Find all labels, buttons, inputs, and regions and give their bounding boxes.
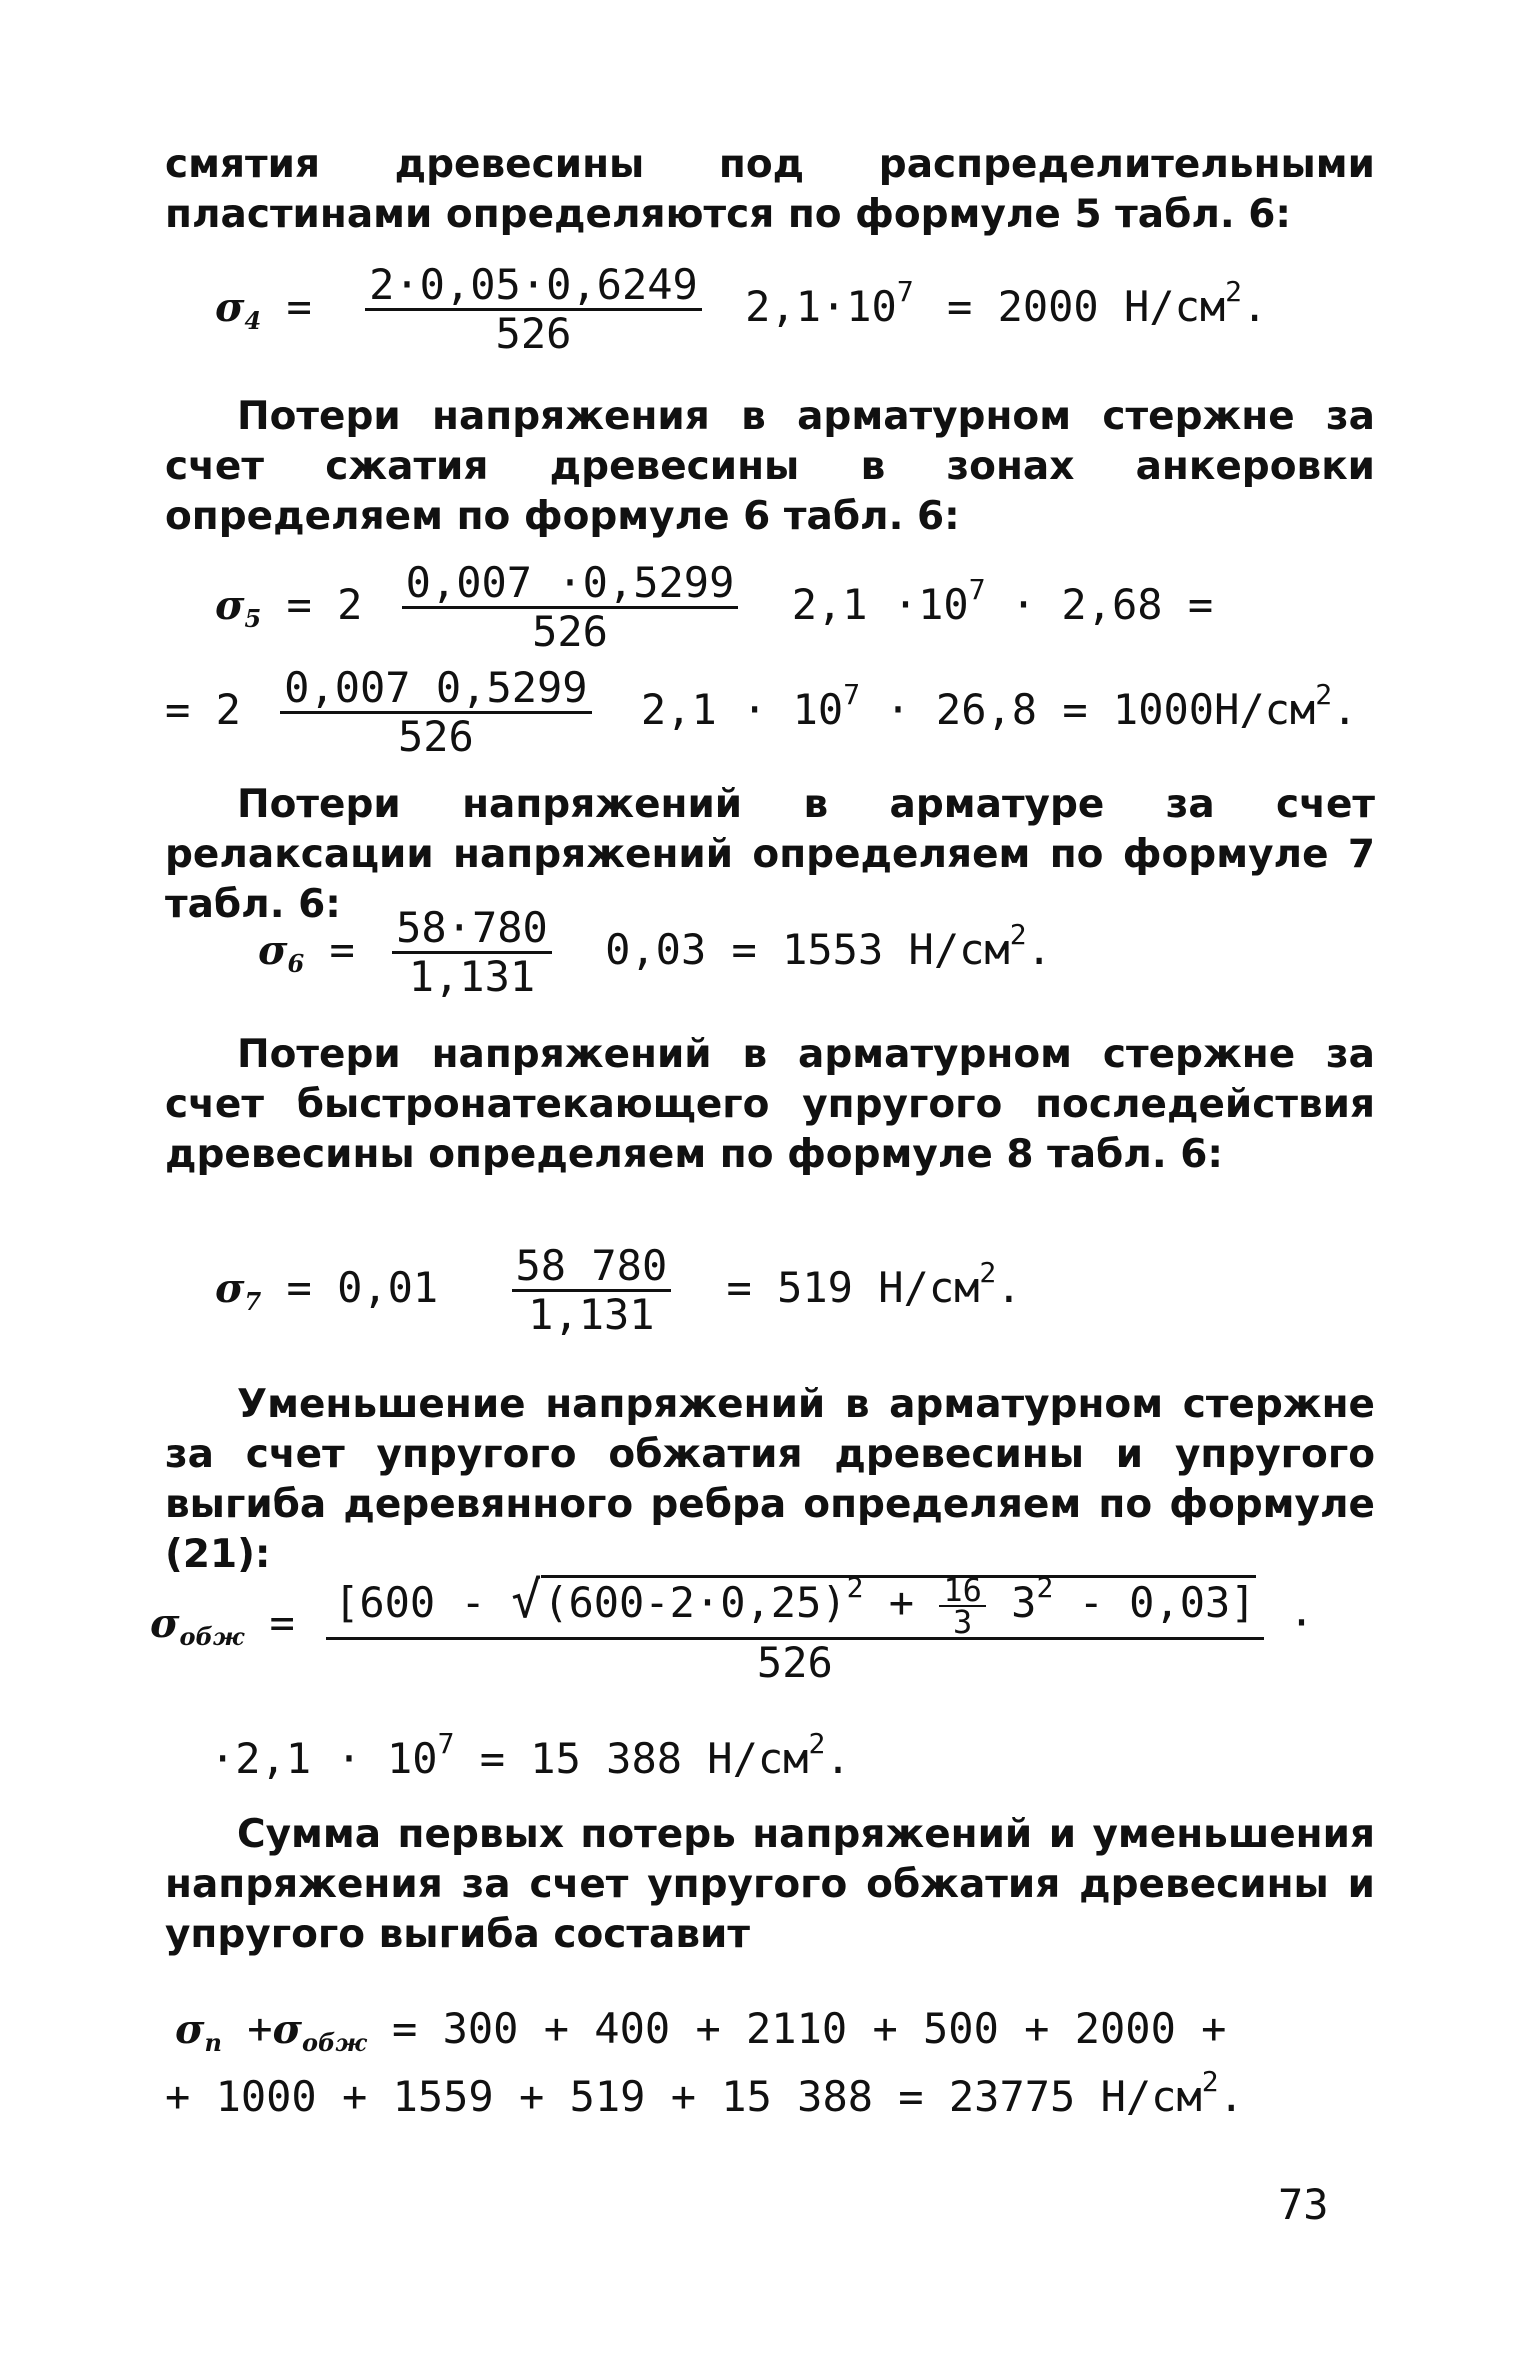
formula-sigma-6: $\sigma_6$ = $\frac{58\cdot 780}{1,131}$ 0,03 = 1553 $Н/см^2$. bbox=[258, 903, 1052, 1001]
fraction: $\frac{58\cdot 780}{1,131}$ bbox=[392, 905, 552, 1000]
fraction: $\frac{58 780}{1,131}$ bbox=[512, 1243, 672, 1338]
formula-sum-line2: + 1000 + 1559 + 519 + 15 388 = 23775 $Н/см^2$. bbox=[165, 2065, 1244, 2121]
fraction: [$600 - √(600-2\cdot 0,25)^2$ + $\frac{16}{3}$ $3^2 - 0,03$] 526 bbox=[326, 1565, 1264, 1686]
formula-symbol: $\sigma_7$ bbox=[215, 1265, 262, 1316]
formula-sum-line1: $\sigma_п +\sigma_{обж} = 300 + 400 + 2110 + 500 + 2000$ + bbox=[175, 2004, 1227, 2057]
fraction: $\frac{0,007 \cdot 0,5299}{526}$ bbox=[402, 560, 739, 655]
formula-symbol: $\sigma_6$ bbox=[258, 927, 305, 978]
paragraph-5: Уменьшение напряжений в арматурном стержне за счет упругого обжатия древесины и упругого выгиба деревянного ребра определяем по формуле (21): bbox=[165, 1382, 1375, 1577]
paragraph-4: Потери напряжений в арматурном стержне за счет быстронатекающего упругого последействия древесины определяем по формуле 8 табл. 6: bbox=[165, 1032, 1375, 1177]
formula-sigma-4: $\sigma_4$ = $\frac{2\cdot 0,05\cdot 0,6249}{526}$ $2,1\cdot 10^7 = 2000$ $Н/см^2$. bbox=[215, 260, 1268, 358]
paragraph-6: Сумма первых потерь напряжений и уменьшения напряжения за счет упругого обжатия древесины и упругого выгиба составит bbox=[165, 1812, 1375, 1957]
formula-symbol: $\sigma_{обж}$ bbox=[150, 1599, 245, 1651]
formula-sigma-obzh: $\sigma_{обж}$ = [$600 - √(600-2\cdot 0,25)^2$ + $\frac{16}{3}$ $3^2 - 0,03$] 526 · bbox=[150, 1565, 1314, 1686]
fraction: $\frac{0,007 0,5299}{526}$ bbox=[280, 665, 591, 760]
page-number: 73 bbox=[1278, 2180, 1329, 2229]
paragraph-1: смятия древесины под распределительными пластинами определяются по формуле 5 табл. 6: bbox=[165, 142, 1375, 237]
formula-symbol: $\sigma_п$ bbox=[175, 2006, 222, 2057]
formula-sigma-5-line2: = 2 $\frac{0,007 0,5299}{526}$ $2,1 \cdot 10^7 \cdot 26,8 = 1000Н/см^2$. bbox=[165, 663, 1358, 761]
paragraph-2: Потери напряжения в арматурном стержне за счет сжатия древесины в зонах анкеровки определяем по формуле 6 табл. 6: bbox=[165, 394, 1375, 539]
formula-symbol: $\sigma_5$ bbox=[215, 582, 262, 633]
formula-sigma-7: $\sigma_7 = 0,01$ $\frac{58 780}{1,131}$ = 519 $Н/см^2$. bbox=[215, 1241, 1022, 1339]
fraction: $\frac{2\cdot 0,05\cdot 0,6249}{526}$ bbox=[365, 262, 702, 357]
paragraph-3: Потери напряжений в арматуре за счет релаксации напряжений определяем по формуле 7 табл. 6: bbox=[165, 782, 1375, 927]
formula-symbol: $\sigma_4$ bbox=[215, 284, 262, 335]
formula-sigma-obzh-line2: $\cdot 2,1 \cdot 10^7 = 15$ 388 $Н/см^2$. bbox=[210, 1727, 851, 1783]
formula-sigma-5: $\sigma_5 = 2$ $\frac{0,007 \cdot 0,5299}{526}$ $2,1 \cdot 10^7 \cdot 2,68$ = bbox=[215, 558, 1214, 656]
